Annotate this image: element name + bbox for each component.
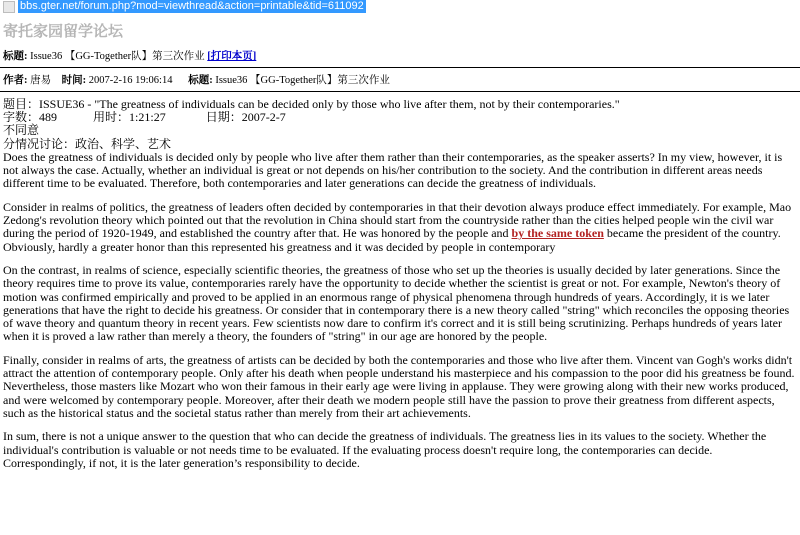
para2-text-before: Consider in realms of politics, the greatness of leaders often decided by contemporaries in that their devotion always produce effect immediately. For example, Mao Zedong's revolution theory which pointed out that the revolution in China should start from the countryside rather than the cities helped people win the civil war during the period of 1920-1949, and established the country after that. He was honored by the people and xyxy=(3,199,792,241)
by-the-same-token-link[interactable]: by the same token xyxy=(511,226,604,241)
thread-title: Issue36 【GG-Together队】第三次作业 xyxy=(30,51,205,62)
word-count: 489 xyxy=(39,110,58,125)
post-title: Issue36 【GG-Together队】第三次作业 xyxy=(215,75,390,86)
forum-name: 寄托家园留学论坛 xyxy=(3,22,124,40)
essay-discussion: 分情况讨论：政治、科学、艺术 xyxy=(3,136,172,151)
post-time: 2007-2-16 19:06:14 xyxy=(88,75,173,86)
essay-paragraph-3: On the contrast, in realms of science, especially scientific theories, the greatness of those who set up the theories is usually decided by later generations. Since the theory requires time to prove its value, contemporaries rarely have the opportunity to decide whether the scientist is great or not. For example, Newton's theory of motion was confirmed empirically and proved to be applied in an enormous range of physical phenomena through hundreds of years. Accordingly, it is we later generations that have the right to decide his greatness. Or consider that in contemporary there is a new theory called "string" which reconciles the opposing theories of wave theory and quantum theory in recent years. Few scientists now dare to confirm it's correct and it is still being scrutinizing. Perhaps hundreds of years later when it is proved a law rather than merely a theory, the founders of "string" in our age are honored by the people. xyxy=(3,263,790,344)
essay-date: 2007-2-7 xyxy=(241,110,286,125)
time-label: 时间: xyxy=(61,75,87,86)
essay-paragraph-4: Finally, consider in realms of arts, the greatness of artists can be decided by both the contemporaries and those who live after them. Vincent van Gogh's works didn't attract the attention of contemporary people. Only after his death when people understand his masterpiece and his compassion to the poor did his greatness be found. Nevertheless, those masters like Mozart who won their famous in their early age were living in applause. They were growing along with their new works produced, and were welcomed by contemporary people. Moreover, after their death we modern people still have the passion to prove their greatness from different aspects, such as the historical status and the societal status rather than merely from their art achievements. xyxy=(3,352,795,420)
print-page-link[interactable]: [打印本页] xyxy=(207,51,257,62)
essay-paragraph-1: Does the greatness of individuals is decided only by people who live after them rather than their contemporaries, as the speaker asserts? In my view, however, it is not always the case. Actually, whether an individual is great or not depends on his/her contribution to the society. And the contribution in different areas needs different time to be evaluated. Therefore, both contemporaries and later generations can decide the greatness of individuals. xyxy=(3,149,783,191)
thread-title-label: 标题: xyxy=(3,51,28,62)
essay-stats xyxy=(3,111,798,124)
page-icon xyxy=(3,1,15,13)
essay-stance: 不同意 xyxy=(3,123,40,138)
author-name: 唐易 xyxy=(30,75,52,86)
url-text[interactable]: bbs.gter.net/forum.php?mod=viewthread&action=printable&tid=611092 xyxy=(20,0,364,12)
post-body xyxy=(3,98,798,481)
essay-paragraph-5: In sum, there is not a unique answer to the question that who can decide the greatness of individuals. The greatness lies in its values to the society. Whether the individual's contribution is valuable or not needs time to be evaluated. If the evaluating process doesn't require long, the contemporaries can decide. Correspondingly, if not, it is the later generation’s responsibility to decide. xyxy=(3,429,767,470)
author-label: 作者: xyxy=(3,75,28,86)
post-meta-line xyxy=(3,73,390,89)
essay-paragraph-2 xyxy=(3,201,798,254)
duration: 1:21:27 xyxy=(129,110,166,125)
para2-text-after: became the president of the country. Obviously, hardly a greater honor than this represented his greatness and it was decided by people in contemporary xyxy=(3,226,781,254)
post-divider xyxy=(0,91,800,92)
word-count-label: 字数： xyxy=(3,110,40,125)
header-divider xyxy=(0,67,800,68)
address-bar[interactable] xyxy=(0,0,800,14)
duration-label: 用时： xyxy=(93,110,130,125)
essay-topic: 题目：ISSUE36 - "The greatness of individuals can be decided only by those who live after them, not by their contemporaries." xyxy=(3,97,620,111)
date-label: 日期： xyxy=(205,110,242,125)
thread-title-line xyxy=(3,49,256,65)
post-title-label: 标题: xyxy=(188,75,213,86)
